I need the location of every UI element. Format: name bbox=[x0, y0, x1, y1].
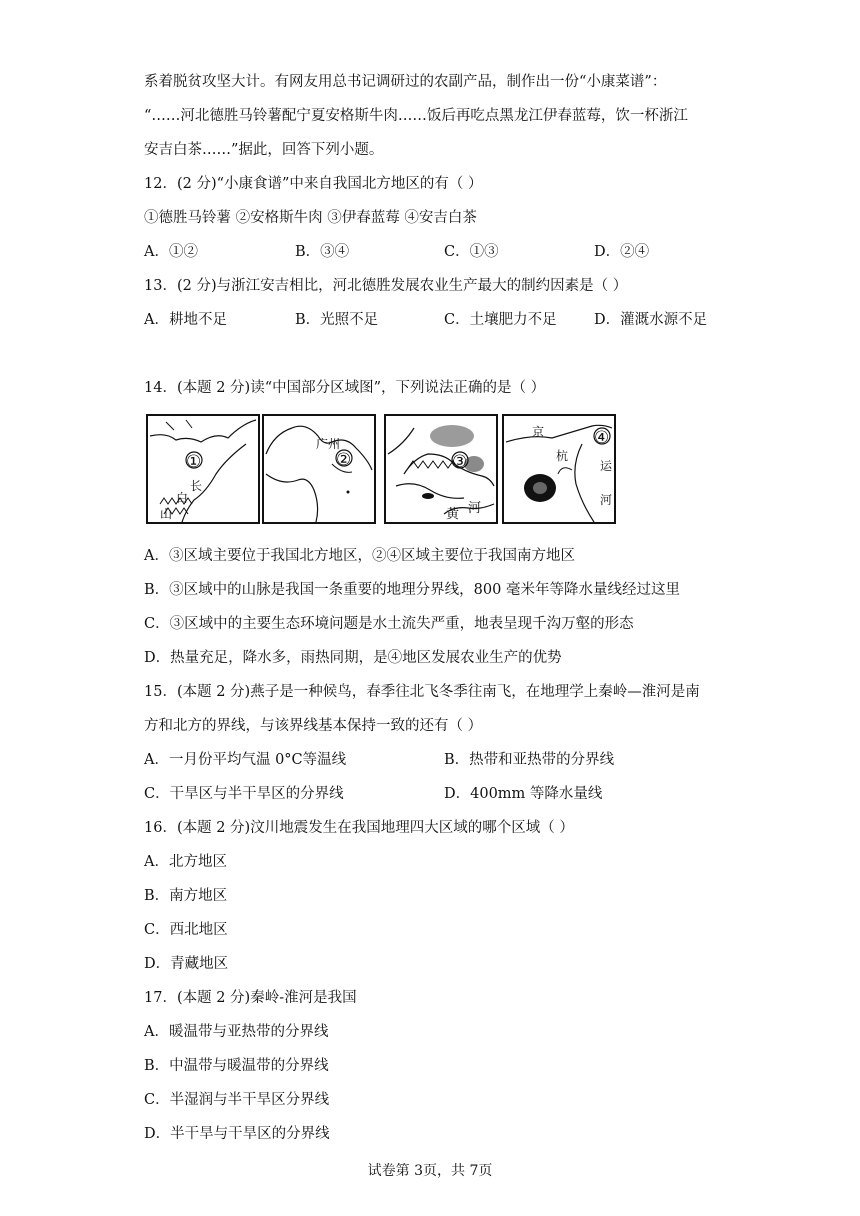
map-region-4 bbox=[502, 414, 616, 524]
q13-stem: 13．(2 分)与浙江安吉相比，河北德胜发展农业生产最大的制约因素是（ ） bbox=[144, 278, 628, 294]
q14-option-c: C．③区域中的主要生态环境问题是水土流失严重，地表呈现千沟万壑的形态 bbox=[144, 616, 634, 632]
map-region-3 bbox=[384, 414, 498, 524]
q16-option-d: D．青藏地区 bbox=[144, 956, 229, 972]
map2-number: ② bbox=[336, 450, 352, 470]
map4-number: ④ bbox=[594, 428, 610, 448]
q17-option-c: C．半湿润与半干旱区分界线 bbox=[144, 1092, 330, 1108]
q17-option-a: A．暖温带与亚热带的分界线 bbox=[144, 1024, 329, 1040]
map-region-2 bbox=[262, 414, 376, 524]
q13-option-d: D．灌溉水源不足 bbox=[594, 312, 708, 328]
map3-label-he: 河 bbox=[468, 501, 482, 516]
q15-stem-line-1: 15．(本题 2 分)燕子是一种候鸟，春季往北飞冬季往南飞，在地理学上秦岭—淮河是南 bbox=[144, 684, 700, 700]
china-region-maps bbox=[146, 414, 613, 526]
q12-stem: 12．(2 分)“小康食谱”中来自我国北方地区的有（ ） bbox=[144, 176, 483, 192]
map1-number: ① bbox=[186, 452, 202, 472]
q15-option-b: B．热带和亚热带的分界线 bbox=[444, 752, 615, 768]
q14-option-b: B．③区域中的山脉是我国一条重要的地理分界线，800 毫米年等降水量线经过这里 bbox=[144, 582, 680, 598]
map4-label-hang: 杭 bbox=[556, 449, 569, 463]
intro-line-3: 安吉白茶……”据此，回答下列小题。 bbox=[144, 142, 384, 158]
q13-option-c: C．土壤肥力不足 bbox=[444, 312, 557, 328]
map2-label-guangzhou: 广州 bbox=[316, 437, 341, 451]
intro-line-1: 系着脱贫攻坚大计。有网友用总书记调研过的农副产品，制作出一份“小康菜谱”： bbox=[144, 74, 667, 90]
q14-option-a: A．③区域主要位于我国北方地区，②④区域主要位于我国南方地区 bbox=[144, 548, 575, 564]
map4-label-jing: 京 bbox=[532, 425, 545, 439]
map-region-1 bbox=[146, 414, 260, 524]
map1-label-bai: 白 bbox=[176, 491, 189, 505]
q14-stem: 14．(本题 2 分)读“中国部分区域图”，下列说法正确的是（ ） bbox=[144, 380, 546, 396]
q14-option-d: D．热量充足，降水多，雨热同期，是④地区发展农业生产的优势 bbox=[144, 650, 562, 666]
q12-option-c: C．①③ bbox=[444, 244, 499, 260]
q16-option-b: B．南方地区 bbox=[144, 888, 228, 904]
map1-label-chang: 长 bbox=[190, 479, 203, 493]
q15-option-d: D．400mm 等降水量线 bbox=[444, 786, 603, 802]
q12-option-b: B．③④ bbox=[295, 244, 350, 260]
q15-option-a: A．一月份平均气温 0°C等温线 bbox=[144, 752, 347, 768]
intro-line-2: “……河北德胜马铃薯配宁夏安格斯牛肉……饭后再吃点黑龙江伊春蓝莓，饮一杯浙江 bbox=[144, 108, 688, 124]
map3-number: ③ bbox=[452, 452, 468, 472]
q16-option-c: C．西北地区 bbox=[144, 922, 228, 938]
map4-label-he: 河 bbox=[600, 493, 613, 507]
q12-option-d: D．②④ bbox=[594, 244, 650, 260]
q17-stem: 17．(本题 2 分)秦岭-淮河是我国 bbox=[144, 990, 357, 1006]
map1-label-shan: 山 bbox=[160, 507, 173, 521]
page-footer: 试卷第 3页，共 7页 bbox=[367, 1163, 493, 1179]
q15-option-c: C．干旱区与半干旱区的分界线 bbox=[144, 786, 344, 802]
q16-stem: 16．(本题 2 分)汶川地震发生在我国地理四大区域的哪个区域（ ） bbox=[144, 820, 574, 836]
map3-label-huang: 黄 bbox=[446, 507, 460, 522]
q17-option-b: B．中温带与暖温带的分界线 bbox=[144, 1058, 329, 1074]
q16-option-a: A．北方地区 bbox=[144, 854, 227, 870]
q13-option-a: A．耕地不足 bbox=[144, 312, 227, 328]
q17-option-d: D．半干旱与干旱区的分界线 bbox=[144, 1126, 330, 1142]
map4-label-yun: 运 bbox=[600, 459, 613, 473]
q12-items: ①德胜马铃薯 ②安格斯牛肉 ③伊春蓝莓 ④安吉白茶 bbox=[144, 210, 477, 226]
q13-option-b: B．光照不足 bbox=[295, 312, 379, 328]
q15-stem-line-2: 方和北方的界线，与该界线基本保持一致的还有（ ） bbox=[144, 718, 483, 734]
q12-option-a: A．①② bbox=[144, 244, 198, 260]
